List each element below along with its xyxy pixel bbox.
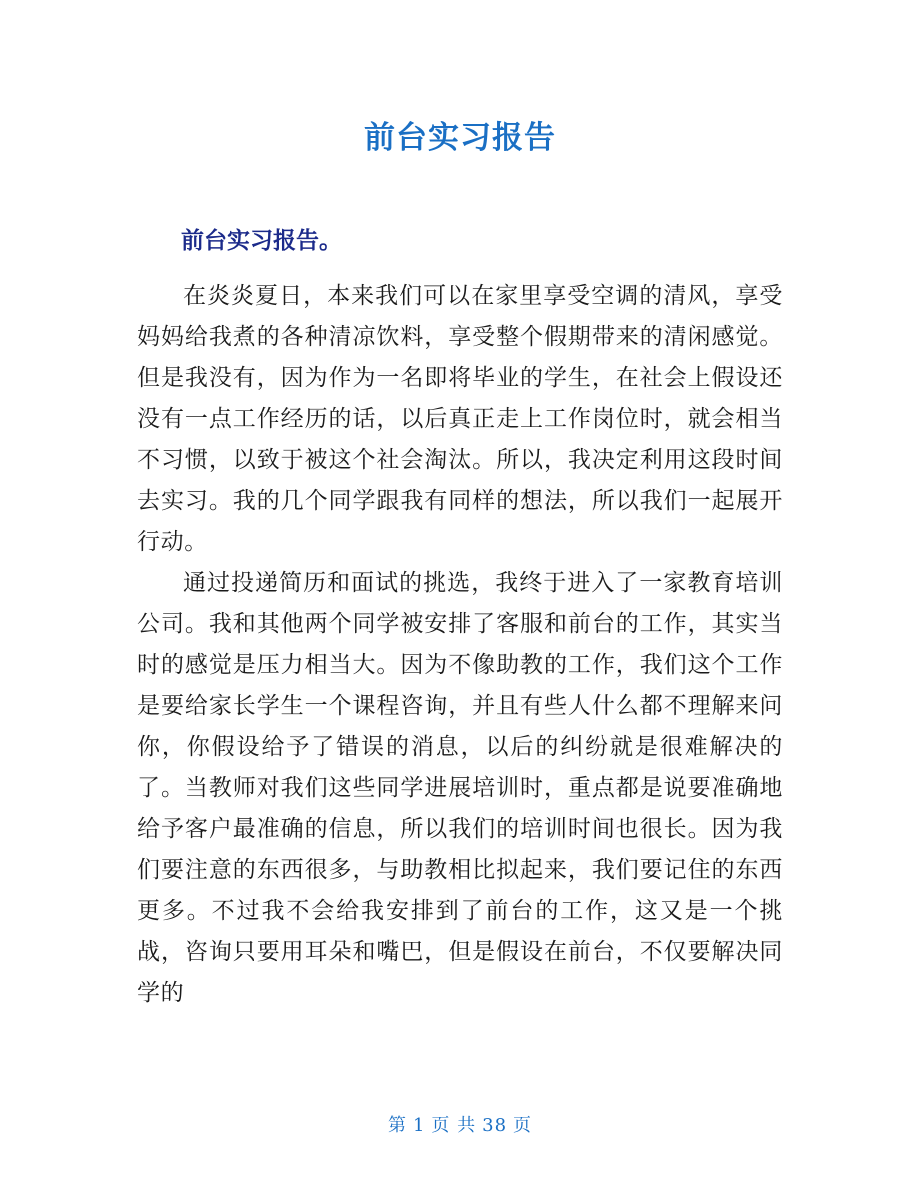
footer-suffix: 页 [513,1115,533,1136]
document-title: 前台实习报告 [364,120,556,156]
body-paragraph: 通过投递简历和面试的挑选，我终于进入了一家教育培训公司。我和其他两个同学被安排了客服和前台的工作，其实当时的感觉是压力相当大。因为不像助教的工作，我们这个工作是要给家长学生一个课程咨询，并且有些人什么都不理解来问你，你假设给予了错误的消息，以后的纠纷就是很难解决的了。当教师对我们这些同学进展培训时，重点都是说要准确地给予客户最准确的信息，所以我们的培训时间也很长。因为我们要注意的东西很多，与助教相比拟起来，我们要记住的东西更多。不过我不会给我安排到了前台的工作，这又是一个挑战，咨询只要用耳朵和嘴巴，但是假设在前台，不仅要解决同学的 [137,570,783,1006]
document-body [137,276,783,1014]
footer-total-pages: 38 [482,1115,508,1136]
footer-current-page: 1 [412,1115,426,1136]
page-footer [0,1113,920,1139]
document-subtitle: 前台实习报告。 [181,228,342,254]
footer-middle: 页 共 [431,1115,477,1136]
footer-prefix: 第 [387,1115,407,1136]
body-paragraph: 在炎炎夏日，本来我们可以在家里享受空调的清风，享受妈妈给我煮的各种清凉饮料，享受整个假期带来的清闲感觉。但是我没有，因为作为一名即将毕业的学生，在社会上假设还没有一点工作经历的话，以后真正走上工作岗位时，就会相当不习惯，以致于被这个社会淘汰。所以，我决定利用这段时间去实习。我的几个同学跟我有同样的想法，所以我们一起展开行动。 [137,283,783,555]
